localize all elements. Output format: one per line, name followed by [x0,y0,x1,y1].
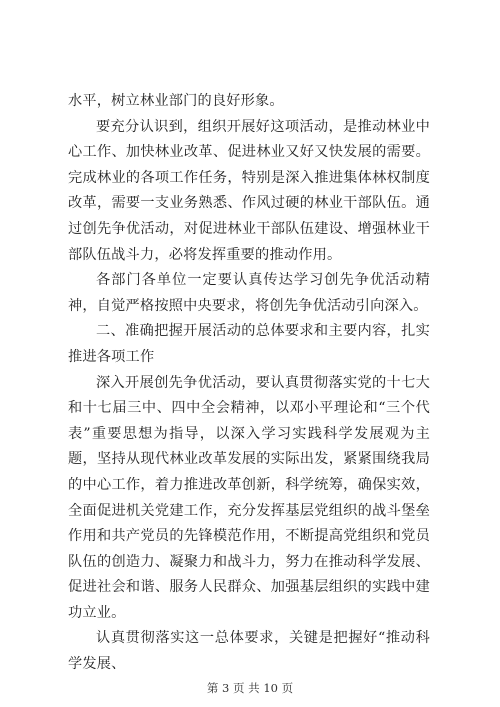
paragraph-continuation: 水平，树立林业部门的良好形象。 [68,93,284,109]
document-body [68,89,430,678]
page-footer: 第 3 页 共 10 页 [206,681,294,695]
section-heading: 二、准确把握开展活动的总体要求和主要内容，扎实推进各项工作 [68,323,430,365]
paragraph-importance: 要充分认识到，组织开展好这项活动，是推动林业中心工作、加快林业改革、促进林业又好又快发展的需要。完成林业的各项工作任务，特别是深入推进集体林权制度改革，需要一支业务熟悉、作风过硬的林业干部队伍。通过创先争优活动，对促进林业干部队伍建设、增强林业干部队伍战斗力，必将发挥重要的推动作用。 [68,118,430,263]
paragraph-requirement: 各部门各单位一定要认真传达学习创先争优活动精神，自觉严格按照中央要求，将创先争优活动引向深入。 [68,272,430,314]
paragraph-key-points: 认真贯彻落实这一总体要求，关键是把握好“推动科学发展、 [68,630,430,673]
paragraph-general-requirements: 深入开展创先争优活动，要认真贯彻落实党的十七大和十七届三中、四中全会精神，以邓小平理论和“三个代表”重要思想为指导，以深入学习实践科学发展观为主题，坚持从现代林业改革发展的实际出发，紧紧围绕我局的中心工作，着力推进改革创新，科学统筹，确保实效，全面促进机关党建工作，充分发挥基层党组织的战斗堡垒作用和共产党员的先锋模范作用，不断提高党组织和党员队伍的创造力、凝聚力和战斗力，努力在推动科学发展、促进社会和谐、服务人民群众、加强基层组织的实践中建功立业。 [68,374,430,621]
